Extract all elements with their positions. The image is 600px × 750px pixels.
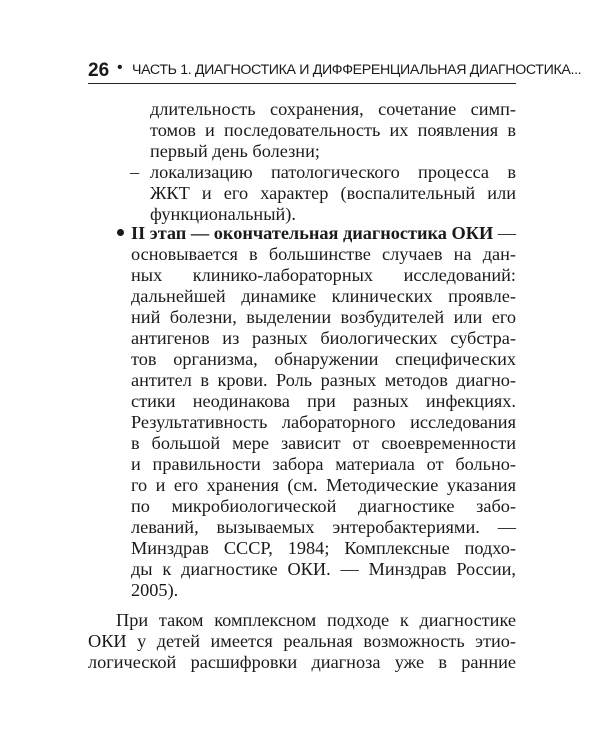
stage2-line: в большой мере зависит от своевременности <box>131 433 516 453</box>
dash-marker: – <box>130 162 140 182</box>
stage2-line: и правильности забора материала от больно- <box>131 454 516 474</box>
stage2-line: антител в крови. Роль разных методов диагно- <box>131 370 516 390</box>
stage2-heading-rest: — <box>493 223 517 243</box>
stage2-heading-line <box>131 222 516 244</box>
stage2-line: 2005). <box>131 580 179 600</box>
stage2-line: ды к диагностике ОКИ. — Минздрав России, <box>131 559 516 579</box>
header-rule <box>88 83 516 84</box>
dash-item-line: функциональный). <box>150 204 296 224</box>
stage2-line: основывается в большинстве случаев на дан- <box>131 244 516 264</box>
continuation-line: первый день болезни; <box>150 141 320 161</box>
stage2-line: Результативность лабораторного исследования <box>131 412 516 432</box>
header-bullet: • <box>117 59 123 76</box>
stage2-bold-label: II этап — окончательная диагностика ОКИ <box>131 223 494 243</box>
stage2-line: тов организма, обнаружении специфических <box>131 349 516 369</box>
chapter-title: ЧАСТЬ 1. ДИАГНОСТИКА И ДИФФЕРЕНЦИАЛЬНАЯ ДИАГНОСТИКА... <box>132 62 582 78</box>
dash-item-line: локализацию патологического процесса в <box>150 162 516 182</box>
stage2-line: ний болезни, выделении возбудителей или его <box>131 307 516 327</box>
page-number: 26 <box>88 60 110 81</box>
paragraph-line: При таком комплексном подходе к диагностике <box>116 610 516 630</box>
stage2-line: леваний, вызываемых энтеробактериями. — <box>131 517 516 537</box>
stage2-line: стики неодинакова при разных инфекциях. <box>131 391 516 411</box>
stage2-line: по микробиологической диагностике забо- <box>131 496 516 516</box>
stage2-line: Минздрав СССР, 1984; Комплексные подхо- <box>131 538 516 558</box>
stage2-line: го и его хранения (см. Методические указания <box>131 475 516 495</box>
list-bullet <box>117 229 124 236</box>
continuation-line: длительность сохранения, сочетание симп- <box>150 99 516 119</box>
paragraph-line: ОКИ у детей имеется реальная возможность этио- <box>88 631 516 651</box>
dash-item-line: ЖКТ и его характер (воспалительный или <box>150 183 516 203</box>
stage2-line: ных клинико-лабораторных исследований: <box>131 265 516 285</box>
paragraph-line: логической расшифровки диагноза уже в ранние <box>88 652 516 672</box>
continuation-line: томов и последовательность их появления в <box>150 120 516 140</box>
stage2-line: дальнейшей динамике клинических проявле- <box>131 286 516 306</box>
running-header <box>88 56 582 86</box>
stage2-line: антигенов из разных биологических субстра- <box>131 328 516 348</box>
